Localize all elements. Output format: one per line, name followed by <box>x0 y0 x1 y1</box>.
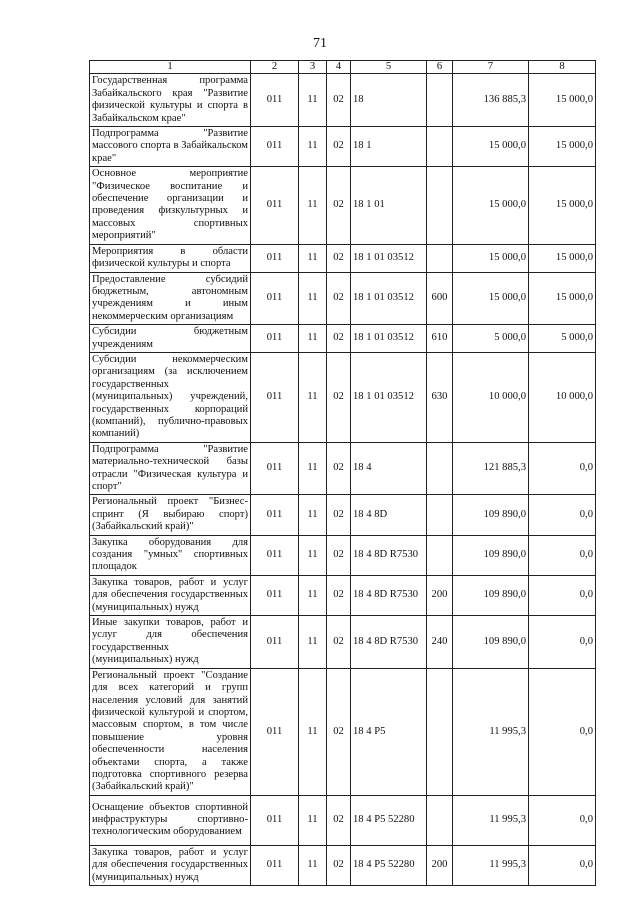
grbs-code-cell: 011 <box>251 74 299 127</box>
target-article-cell: 18 4 8D R7530 <box>351 535 427 575</box>
row-name-cell: Региональный проект "Создание для всех категорий и групп населения условий для занятий физической культурой и спортом, массовым спортом, в том числе повышение уровня обеспеченности населения объектами спорта, а также подготовка спортивного резерва (Забайкальский край)" <box>90 668 251 795</box>
table-row <box>90 575 596 615</box>
table-row <box>90 167 596 244</box>
amount-next-cell: 0,0 <box>529 668 596 795</box>
amount-cell: 5 000,0 <box>453 325 529 353</box>
amount-cell: 10 000,0 <box>453 352 529 442</box>
subsection-cell: 02 <box>327 244 351 272</box>
amount-next-cell: 0,0 <box>529 495 596 535</box>
section-cell: 11 <box>299 272 327 325</box>
subsection-cell: 02 <box>327 616 351 669</box>
section-cell: 11 <box>299 325 327 353</box>
amount-cell: 136 885,3 <box>453 74 529 127</box>
section-cell: 11 <box>299 795 327 845</box>
table-row <box>90 352 596 442</box>
row-name-cell: Закупка товаров, работ и услуг для обеспечения государственных (муниципальных) нужд <box>90 575 251 615</box>
expense-type-cell: 200 <box>427 575 453 615</box>
amount-next-cell: 5 000,0 <box>529 325 596 353</box>
target-article-cell: 18 4 8D <box>351 495 427 535</box>
row-name-cell: Мероприятия в области физической культуры и спорта <box>90 244 251 272</box>
subsection-cell: 02 <box>327 167 351 244</box>
table-row <box>90 616 596 669</box>
row-name-cell: Иные закупки товаров, работ и услуг для обеспечения государственных (муниципальных) нужд <box>90 616 251 669</box>
subsection-cell: 02 <box>327 845 351 885</box>
subsection-cell: 02 <box>327 127 351 167</box>
target-article-cell: 18 4 <box>351 442 427 495</box>
budget-table <box>89 60 596 886</box>
table-row <box>90 535 596 575</box>
expense-type-cell <box>427 74 453 127</box>
table-row <box>90 325 596 353</box>
header-cell: 3 <box>299 61 327 74</box>
target-article-cell: 18 1 01 <box>351 167 427 244</box>
expense-type-cell: 240 <box>427 616 453 669</box>
row-name-cell: Субсидии бюджетным учреждениям <box>90 325 251 353</box>
row-name-cell: Подпрограмма "Развитие массового спорта в Забайкальском крае" <box>90 127 251 167</box>
expense-type-cell <box>427 167 453 244</box>
table-row <box>90 668 596 795</box>
expense-type-cell <box>427 244 453 272</box>
subsection-cell: 02 <box>327 352 351 442</box>
subsection-cell: 02 <box>327 495 351 535</box>
expense-type-cell <box>427 668 453 795</box>
amount-cell: 11 995,3 <box>453 845 529 885</box>
table-row <box>90 795 596 845</box>
expense-type-cell <box>427 127 453 167</box>
table-row <box>90 127 596 167</box>
header-cell: 4 <box>327 61 351 74</box>
amount-cell: 15 000,0 <box>453 244 529 272</box>
subsection-cell: 02 <box>327 575 351 615</box>
target-article-cell: 18 4 P5 52280 <box>351 845 427 885</box>
amount-next-cell: 15 000,0 <box>529 244 596 272</box>
expense-type-cell: 200 <box>427 845 453 885</box>
section-cell: 11 <box>299 167 327 244</box>
grbs-code-cell: 011 <box>251 845 299 885</box>
subsection-cell: 02 <box>327 325 351 353</box>
section-cell: 11 <box>299 352 327 442</box>
grbs-code-cell: 011 <box>251 795 299 845</box>
row-name-cell: Оснащение объектов спортивной инфраструктуры спортивно-технологическим оборудованием <box>90 795 251 845</box>
amount-cell: 11 995,3 <box>453 795 529 845</box>
row-name-cell: Основное мероприятие "Физическое воспитание и обеспечение организации и проведения физкультурных и массовых спортивных мероприятий" <box>90 167 251 244</box>
amount-next-cell: 0,0 <box>529 575 596 615</box>
amount-next-cell: 0,0 <box>529 795 596 845</box>
table-header-row <box>90 61 596 74</box>
amount-next-cell: 0,0 <box>529 845 596 885</box>
amount-cell: 15 000,0 <box>453 127 529 167</box>
header-cell: 6 <box>427 61 453 74</box>
section-cell: 11 <box>299 616 327 669</box>
target-article-cell: 18 4 P5 <box>351 668 427 795</box>
subsection-cell: 02 <box>327 272 351 325</box>
section-cell: 11 <box>299 495 327 535</box>
grbs-code-cell: 011 <box>251 575 299 615</box>
amount-cell: 109 890,0 <box>453 616 529 669</box>
subsection-cell: 02 <box>327 74 351 127</box>
section-cell: 11 <box>299 244 327 272</box>
table-row <box>90 495 596 535</box>
section-cell: 11 <box>299 575 327 615</box>
section-cell: 11 <box>299 535 327 575</box>
amount-next-cell: 10 000,0 <box>529 352 596 442</box>
expense-type-cell: 610 <box>427 325 453 353</box>
row-name-cell: Закупка оборудования для создания "умных" спортивных площадок <box>90 535 251 575</box>
table-row <box>90 442 596 495</box>
amount-next-cell: 0,0 <box>529 442 596 495</box>
expense-type-cell <box>427 442 453 495</box>
row-name-cell: Региональный проект "Бизнес-спринт (Я выбираю спорт) (Забайкальский край)" <box>90 495 251 535</box>
grbs-code-cell: 011 <box>251 535 299 575</box>
grbs-code-cell: 011 <box>251 127 299 167</box>
row-name-cell: Предоставление субсидий бюджетным, автономным учреждениям и иным некоммерческим организациям <box>90 272 251 325</box>
amount-next-cell: 15 000,0 <box>529 127 596 167</box>
header-cell: 7 <box>453 61 529 74</box>
amount-next-cell: 15 000,0 <box>529 272 596 325</box>
subsection-cell: 02 <box>327 442 351 495</box>
section-cell: 11 <box>299 442 327 495</box>
grbs-code-cell: 011 <box>251 616 299 669</box>
expense-type-cell <box>427 795 453 845</box>
row-name-cell: Субсидии некоммерческим организациям (за исключением государственных (муниципальных) учреждений, государственных корпораций (компаний), публично-правовых компаний) <box>90 352 251 442</box>
table-row <box>90 74 596 127</box>
grbs-code-cell: 011 <box>251 442 299 495</box>
amount-cell: 11 995,3 <box>453 668 529 795</box>
target-article-cell: 18 1 01 03512 <box>351 352 427 442</box>
header-cell: 1 <box>90 61 251 74</box>
grbs-code-cell: 011 <box>251 244 299 272</box>
subsection-cell: 02 <box>327 668 351 795</box>
target-article-cell: 18 <box>351 74 427 127</box>
section-cell: 11 <box>299 74 327 127</box>
amount-cell: 15 000,0 <box>453 167 529 244</box>
amount-cell: 109 890,0 <box>453 535 529 575</box>
expense-type-cell: 600 <box>427 272 453 325</box>
amount-next-cell: 0,0 <box>529 535 596 575</box>
row-name-cell: Закупка товаров, работ и услуг для обеспечения государственных (муниципальных) нужд <box>90 845 251 885</box>
expense-type-cell <box>427 495 453 535</box>
target-article-cell: 18 1 01 03512 <box>351 272 427 325</box>
amount-next-cell: 0,0 <box>529 616 596 669</box>
target-article-cell: 18 1 01 03512 <box>351 244 427 272</box>
amount-cell: 109 890,0 <box>453 575 529 615</box>
target-article-cell: 18 1 <box>351 127 427 167</box>
subsection-cell: 02 <box>327 795 351 845</box>
section-cell: 11 <box>299 668 327 795</box>
grbs-code-cell: 011 <box>251 668 299 795</box>
target-article-cell: 18 4 P5 52280 <box>351 795 427 845</box>
subsection-cell: 02 <box>327 535 351 575</box>
target-article-cell: 18 4 8D R7530 <box>351 575 427 615</box>
amount-next-cell: 15 000,0 <box>529 74 596 127</box>
target-article-cell: 18 1 01 03512 <box>351 325 427 353</box>
header-cell: 2 <box>251 61 299 74</box>
expense-type-cell: 630 <box>427 352 453 442</box>
grbs-code-cell: 011 <box>251 325 299 353</box>
section-cell: 11 <box>299 845 327 885</box>
table-row <box>90 845 596 885</box>
grbs-code-cell: 011 <box>251 495 299 535</box>
header-cell: 5 <box>351 61 427 74</box>
amount-cell: 109 890,0 <box>453 495 529 535</box>
grbs-code-cell: 011 <box>251 272 299 325</box>
table-row <box>90 244 596 272</box>
amount-cell: 121 885,3 <box>453 442 529 495</box>
amount-next-cell: 15 000,0 <box>529 167 596 244</box>
header-cell: 8 <box>529 61 596 74</box>
grbs-code-cell: 011 <box>251 352 299 442</box>
table-row <box>90 272 596 325</box>
page-number: 71 <box>313 36 327 51</box>
amount-cell: 15 000,0 <box>453 272 529 325</box>
row-name-cell: Государственная программа Забайкальского края "Развитие физической культуры и спорта в Забайкальском крае" <box>90 74 251 127</box>
grbs-code-cell: 011 <box>251 167 299 244</box>
section-cell: 11 <box>299 127 327 167</box>
target-article-cell: 18 4 8D R7530 <box>351 616 427 669</box>
row-name-cell: Подпрограмма "Развитие материально-технической базы отрасли "Физическая культура и спорт" <box>90 442 251 495</box>
expense-type-cell <box>427 535 453 575</box>
